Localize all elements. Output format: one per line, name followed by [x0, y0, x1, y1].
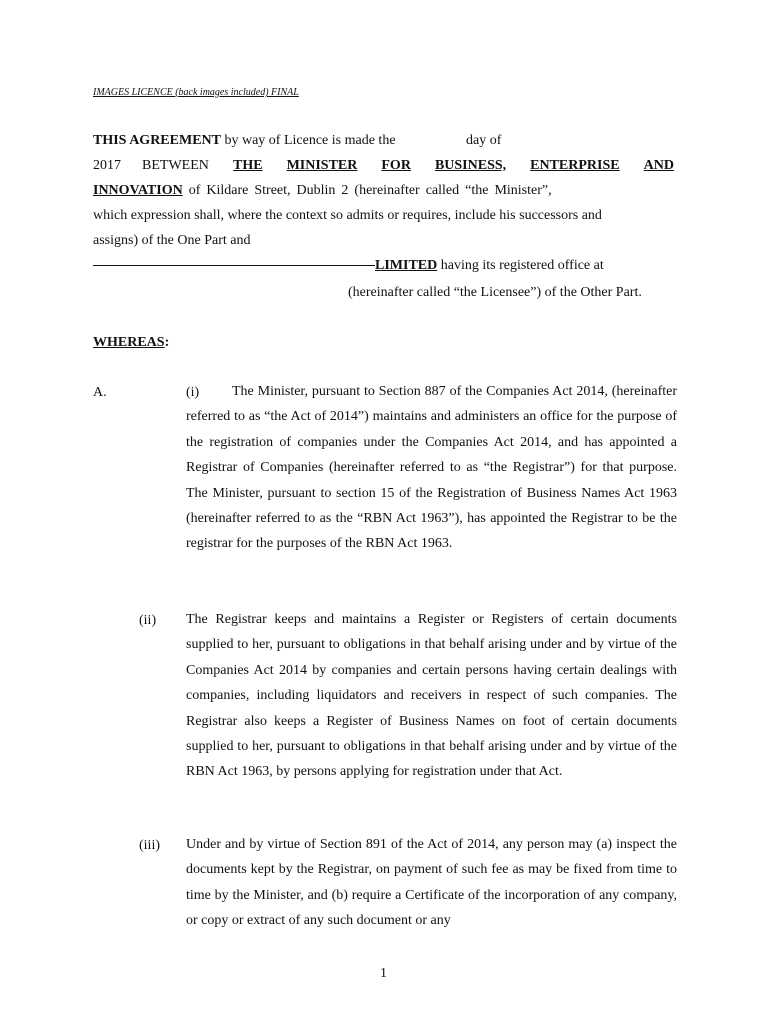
licensee-definition: (hereinafter called “the Licensee”) of the Other Part.: [348, 285, 642, 300]
innovation-word: INNOVATION: [93, 183, 183, 198]
party-one-word: THE: [233, 158, 263, 173]
party-one-name: [233, 158, 674, 174]
page-number: 1: [380, 966, 387, 981]
registered-office-text: having its registered office at: [437, 258, 604, 273]
party-one-address-text: of Kildare Street, Dublin 2 (hereinafter called “the Minister”,: [182, 183, 552, 198]
item-numeral: (iii): [139, 838, 160, 853]
successors-clause: which expression shall, where the context so admits or requires, include his successors and: [93, 208, 602, 223]
one-part-text: assigns) of the One Part and: [93, 233, 251, 248]
clause-letter: A.: [93, 385, 107, 400]
agreement-text: by way of Licence is made the: [220, 133, 396, 148]
agreement-heading: THIS AGREEMENT: [93, 133, 221, 148]
whereas-heading: [93, 335, 169, 351]
party-one-word: MINISTER: [286, 158, 358, 173]
item-numeral: (ii): [139, 613, 157, 628]
party-one-word: BUSINESS,: [434, 158, 507, 173]
party-one-word: FOR: [381, 158, 411, 173]
party-one-word: AND: [643, 158, 674, 173]
licensee-name-blank: [93, 264, 375, 266]
day-of-text: day of: [466, 133, 502, 148]
between-text: BETWEEN: [142, 158, 209, 173]
clause-item-iii: Under and by virtue of Section 891 of the Act of 2014, any person may (a) inspect the documents kept by the Registrar, on payment of such fee as may be fixed from time to time by the Minister, and (b) require a Certificate of the incorporation of any company, or copy or extract of any such document or any: [186, 837, 677, 929]
licensee-name-line: [93, 258, 604, 274]
clause-item-ii: The Registrar keeps and maintains a Register or Registers of certain documents supplied to her, pursuant to obligations in that behalf arising under and by virtue of the Companies Act 2014 by companies and certain persons having certain dealings with companies, including liquidators and receivers in respect of such companies. The Registrar also keeps a Register of Business Names on foot of certain documents supplied to her, pursuant to obligations in that behalf arising under and by virtue of the RBN Act 1963, by persons applying for registration under that Act.: [186, 612, 677, 780]
whereas-word: WHEREAS: [93, 335, 165, 350]
agreement-line: [93, 133, 396, 149]
whereas-colon: :: [164, 335, 170, 350]
party-one-word: ENTERPRISE: [530, 158, 620, 173]
document-header-note: IMAGES LICENCE (back images included) FINAL: [93, 87, 299, 98]
limited-word: LIMITED: [375, 258, 438, 273]
year-text: 2017: [93, 158, 121, 173]
clause-item-i: The Minister, pursuant to Section 887 of the Companies Act 2014, (hereinafter referred to as “the Act of 2014”) maintains and administers an office for the purpose of the registration of companies under the Companies Act 2014, and has appointed a Registrar of Companies (hereinafter referred to as “the Registrar”) for that purpose. The Minister, pursuant to section 15 of the Registration of Business Names Act 1963 (hereinafter referred to as the “RBN Act 1963”), has appointed the Registrar to be the registrar for the purposes of the RBN Act 1963.: [186, 384, 677, 552]
party-one-address: [93, 183, 552, 199]
item-numeral: (i): [186, 385, 200, 400]
